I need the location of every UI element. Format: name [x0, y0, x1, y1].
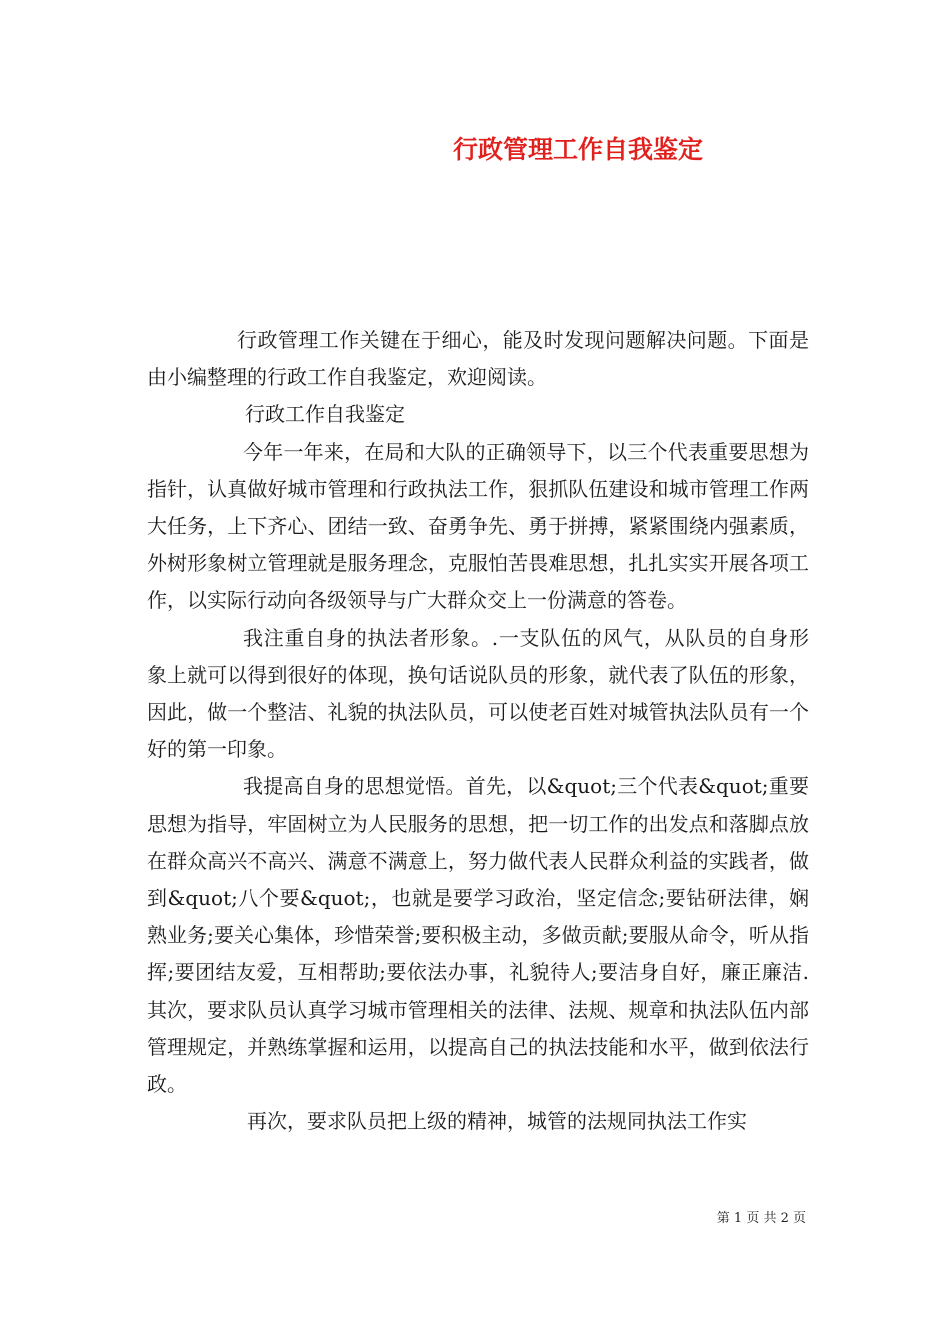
section-heading: 行政工作自我鉴定	[245, 402, 405, 427]
document-body	[147, 322, 809, 1140]
body-paragraph: 再次，要求队员把上级的精神，城管的法规同执法工作实	[247, 1109, 747, 1134]
body-paragraph: 我注重自身的执法者形象。.一支队伍的风气，从队员的自身形象上就可以得到很好的体现，换句话说队员的形象，就代表了队伍的形象，因此，做一个整洁、礼貌的执法队员，可以使老百姓对城管执法队员有一个好的第一印象。	[147, 625, 809, 762]
page-title: 行政管理工作自我鉴定	[452, 135, 703, 164]
body-paragraph: 今年一年来，在局和大队的正确领导下，以三个代表重要思想为指针，认真做好城市管理和行政执法工作，狠抓队伍建设和城市管理工作两大任务，上下齐心、团结一致、奋勇争先、勇于拼搏，紧紧围绕内强素质，外树形象树立管理就是服务理念，克服怕苦畏难思想，扎扎实实开展各项工作，以实际行动向各级领导与广大群众交上一份满意的答卷。	[147, 439, 809, 613]
body-paragraph: 我提高自身的思想觉悟。首先，以&quot;三个代表&quot;重要思想为指导，牢固树立为人民服务的思想，把一切工作的出发点和落脚点放在群众高兴不高兴、满意不满意上，努力做代表人民群众利益的实践者，做到&quot;八个要&quot;，也就是要学习政治，坚定信念;要钻研法律，娴熟业务;要关心集体，珍惜荣誉;要积极主动，多做贡献;要服从命令，听从指挥;要团结友爱，互相帮助;要依法办事，礼貌待人;要洁身自好，廉正廉洁.其次，要求队员认真学习城市管理相关的法律、法规、规章和执法队伍内部管理规定，并熟练掌握和运用，以提高自己的执法技能和水平，做到依法行政。	[147, 774, 809, 1097]
intro-paragraph: 行政管理工作关键在于细心，能及时发现问题解决问题。下面是由小编整理的行政工作自我鉴定，欢迎阅读。	[147, 328, 809, 390]
page-number-footer: 第 1 页 共 2 页	[716, 1211, 806, 1226]
